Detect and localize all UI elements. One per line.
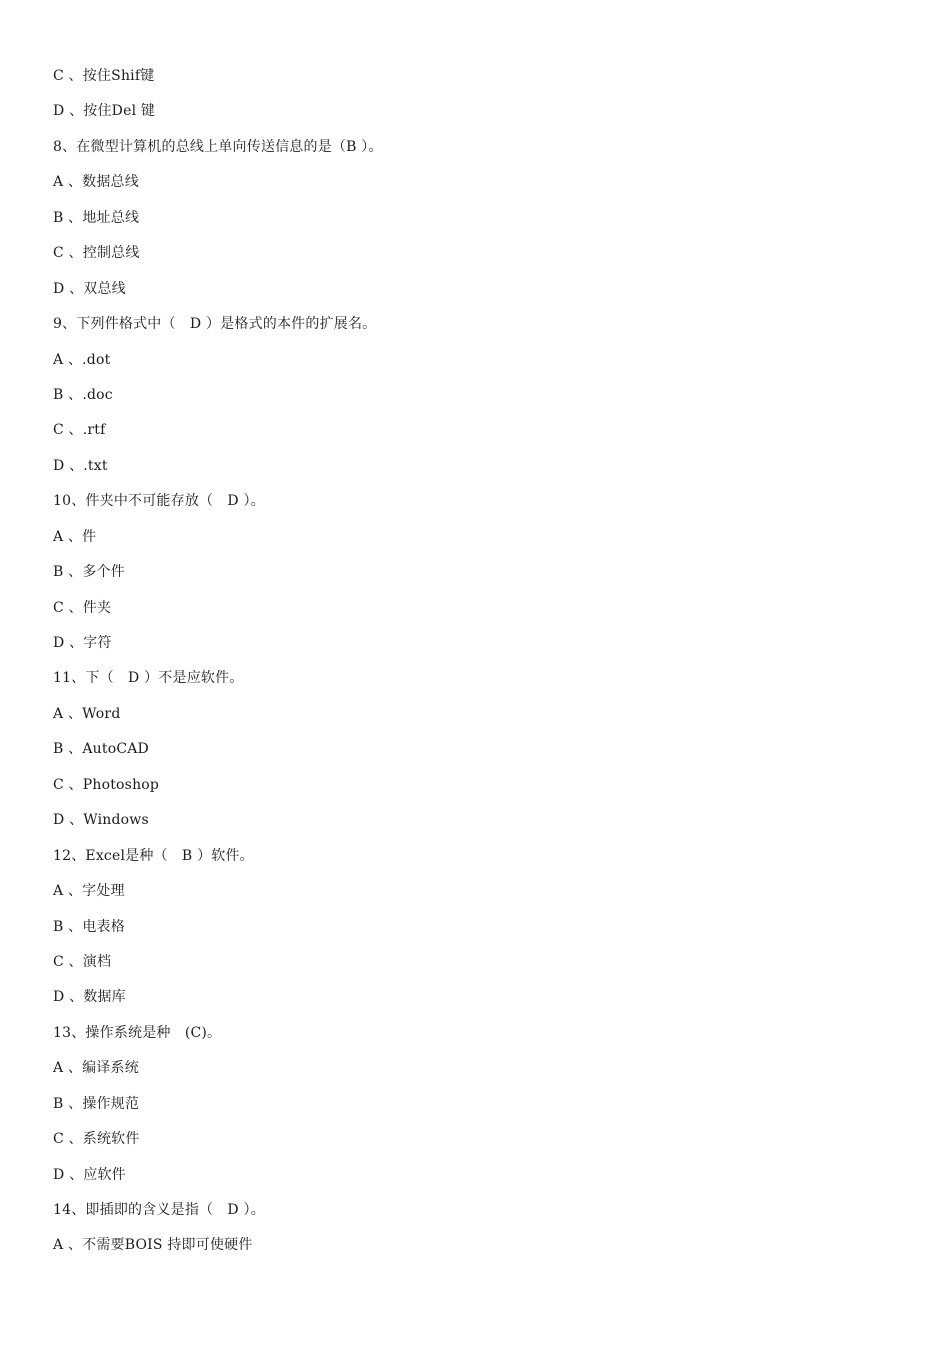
question-text: 11、下（ D ）不是应软件。 [53, 670, 244, 687]
answer-option: B 、电表格 [53, 918, 125, 935]
answer-option: D 、双总线 [53, 280, 126, 297]
answer-option: C 、Photoshop [53, 776, 160, 793]
answer-option: A 、件 [53, 528, 97, 545]
question-text: 9、下列件格式中（ D ）是格式的本件的扩展名。 [53, 316, 377, 333]
answer-option: D 、按住Del 键 [53, 103, 156, 120]
answer-option: A 、Word [53, 705, 121, 722]
answer-option: C 、系统软件 [53, 1131, 140, 1148]
answer-option: C 、件夹 [53, 599, 112, 616]
answer-option: B 、多个件 [53, 564, 125, 581]
answer-option: D 、.txt [53, 457, 108, 474]
question-text: 10、件夹中不可能存放（ D ）。 [53, 493, 265, 510]
answer-option: C 、.rtf [53, 422, 106, 439]
answer-option: A 、数据总线 [53, 174, 139, 191]
answer-option: C 、控制总线 [53, 245, 140, 262]
answer-option: C 、演档 [53, 953, 112, 970]
answer-option: B 、操作规范 [53, 1095, 140, 1112]
answer-option: D 、应软件 [53, 1166, 126, 1183]
answer-option: A 、.dot [53, 351, 111, 368]
question-text: 13、操作系统是种 (C)。 [53, 1024, 222, 1041]
answer-option: D 、Windows [53, 812, 149, 829]
answer-option: A 、字处理 [53, 883, 125, 900]
answer-option: B 、AutoCAD [53, 741, 149, 758]
answer-option: B 、地址总线 [53, 209, 140, 226]
question-list [53, 66, 383, 1271]
answer-option: A 、不需要BOIS 持即可使硬件 [53, 1237, 253, 1254]
question-text: 8、在微型计算机的总线上单向传送信息的是（B ）。 [53, 138, 383, 155]
answer-option: D 、数据库 [53, 989, 126, 1006]
answer-option: C 、按住Shif键 [53, 68, 155, 84]
answer-option: D 、字符 [53, 635, 112, 651]
question-text: 14、即插即的含义是指（ D ）。 [53, 1202, 265, 1218]
answer-option: A 、编译系统 [53, 1060, 139, 1077]
answer-option: B 、.doc [53, 386, 113, 403]
question-text: 12、Excel是种（ B ）软件。 [53, 847, 254, 864]
